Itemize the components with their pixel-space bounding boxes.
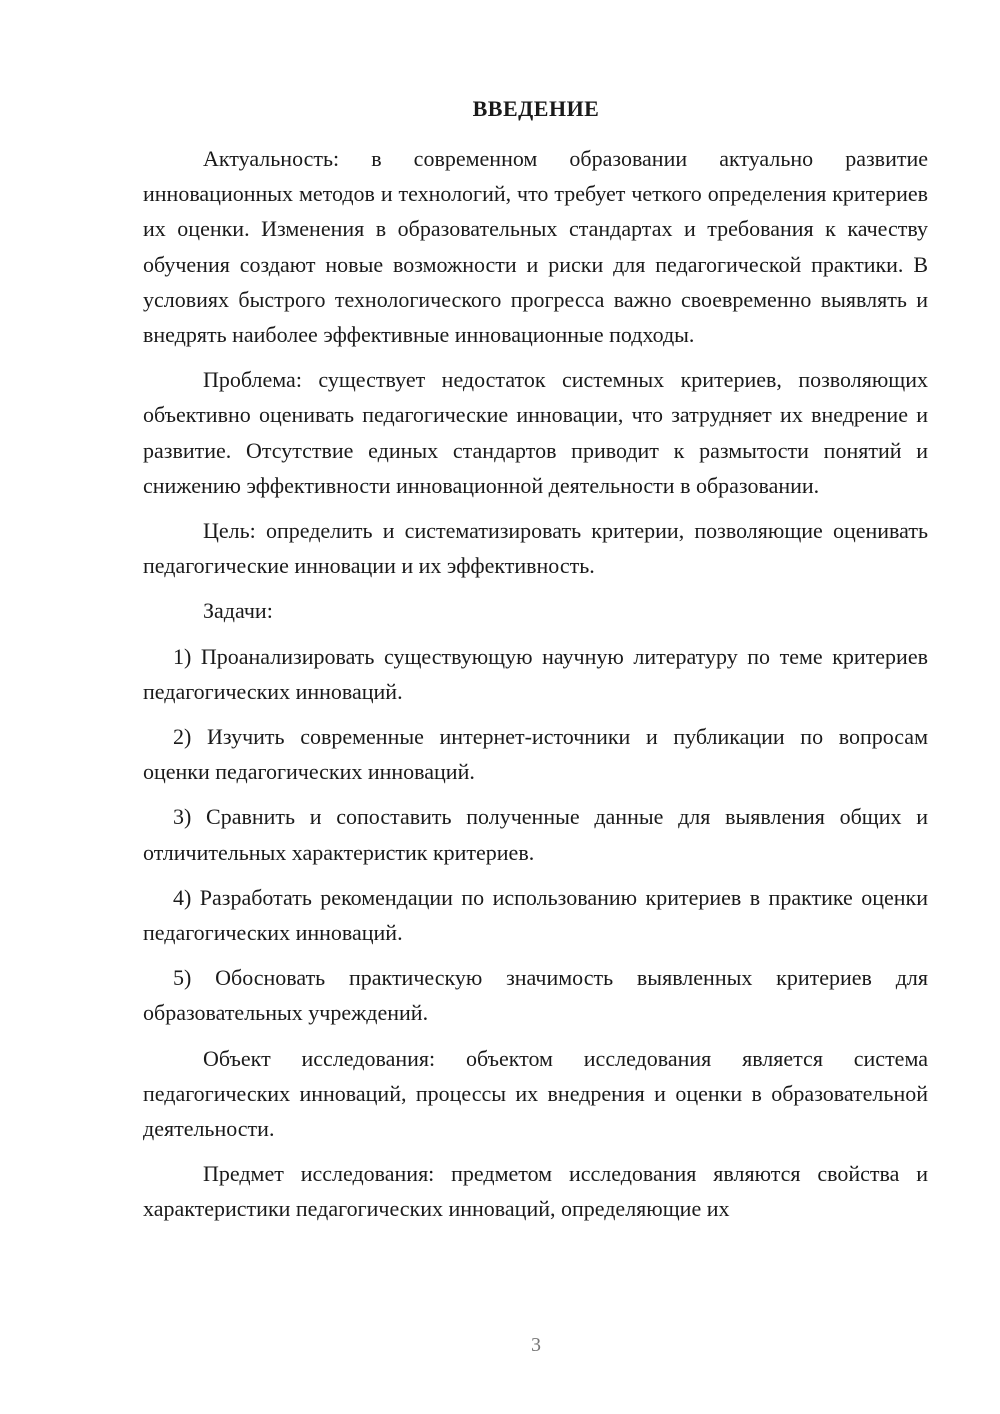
tasks-label: Задачи: <box>203 598 273 624</box>
paragraph-goal: Цель: определить и систематизировать критерии, позволяющие оценивать педагогические инновации и их эффективность. <box>143 518 928 579</box>
paragraph-problem: Проблема: существует недостаток системных критериев, позволяющих объективно оценивать педагогические инновации, что затрудняет их внедрение и развитие. Отсутствие единых стандартов приводит к размытости понятий и снижению эффективности инновационной деятельности в образовании. <box>143 367 928 498</box>
section-heading: ВВЕДЕНИЕ <box>472 96 600 121</box>
document-body <box>143 141 928 1227</box>
page-number: 3 <box>531 1334 541 1356</box>
task-item-1: 1) Проанализировать существующую научную литературу по теме критериев педагогических инноваций. <box>143 643 928 704</box>
task-item-2: 2) Изучить современные интернет-источники и публикации по вопросам оценки педагогических инноваций. <box>143 724 928 785</box>
paragraph-relevance: Актуальность: в современном образовании актуально развитие инновационных методов и технологий, что требует четкого определения критериев их оценки. Изменения в образовательных стандартах и требования к качеству обучения создают новые возможности и риски для педагогической практики. В условиях быстрого технологического прогресса важно своевременно выявлять и внедрять наиболее эффективные инновационные подходы. <box>143 146 928 348</box>
task-item-4: 4) Разработать рекомендации по использованию критериев в практике оценки педагогических инноваций. <box>143 884 928 946</box>
task-item-3: 3) Сравнить и сопоставить полученные данные для выявления общих и отличительных характеристик критериев. <box>143 804 928 865</box>
paragraph-object: Объект исследования: объектом исследования является система педагогических инноваций, процессы их внедрения и оценки в образовательной деятельности. <box>143 1045 928 1142</box>
paragraph-subject: Предмет исследования: предметом исследования являются свойства и характеристики педагогических инноваций, определяющие их <box>143 1161 928 1222</box>
task-item-5: 5) Обосновать практическую значимость выявленных критериев для образовательных учреждений. <box>143 965 928 1026</box>
